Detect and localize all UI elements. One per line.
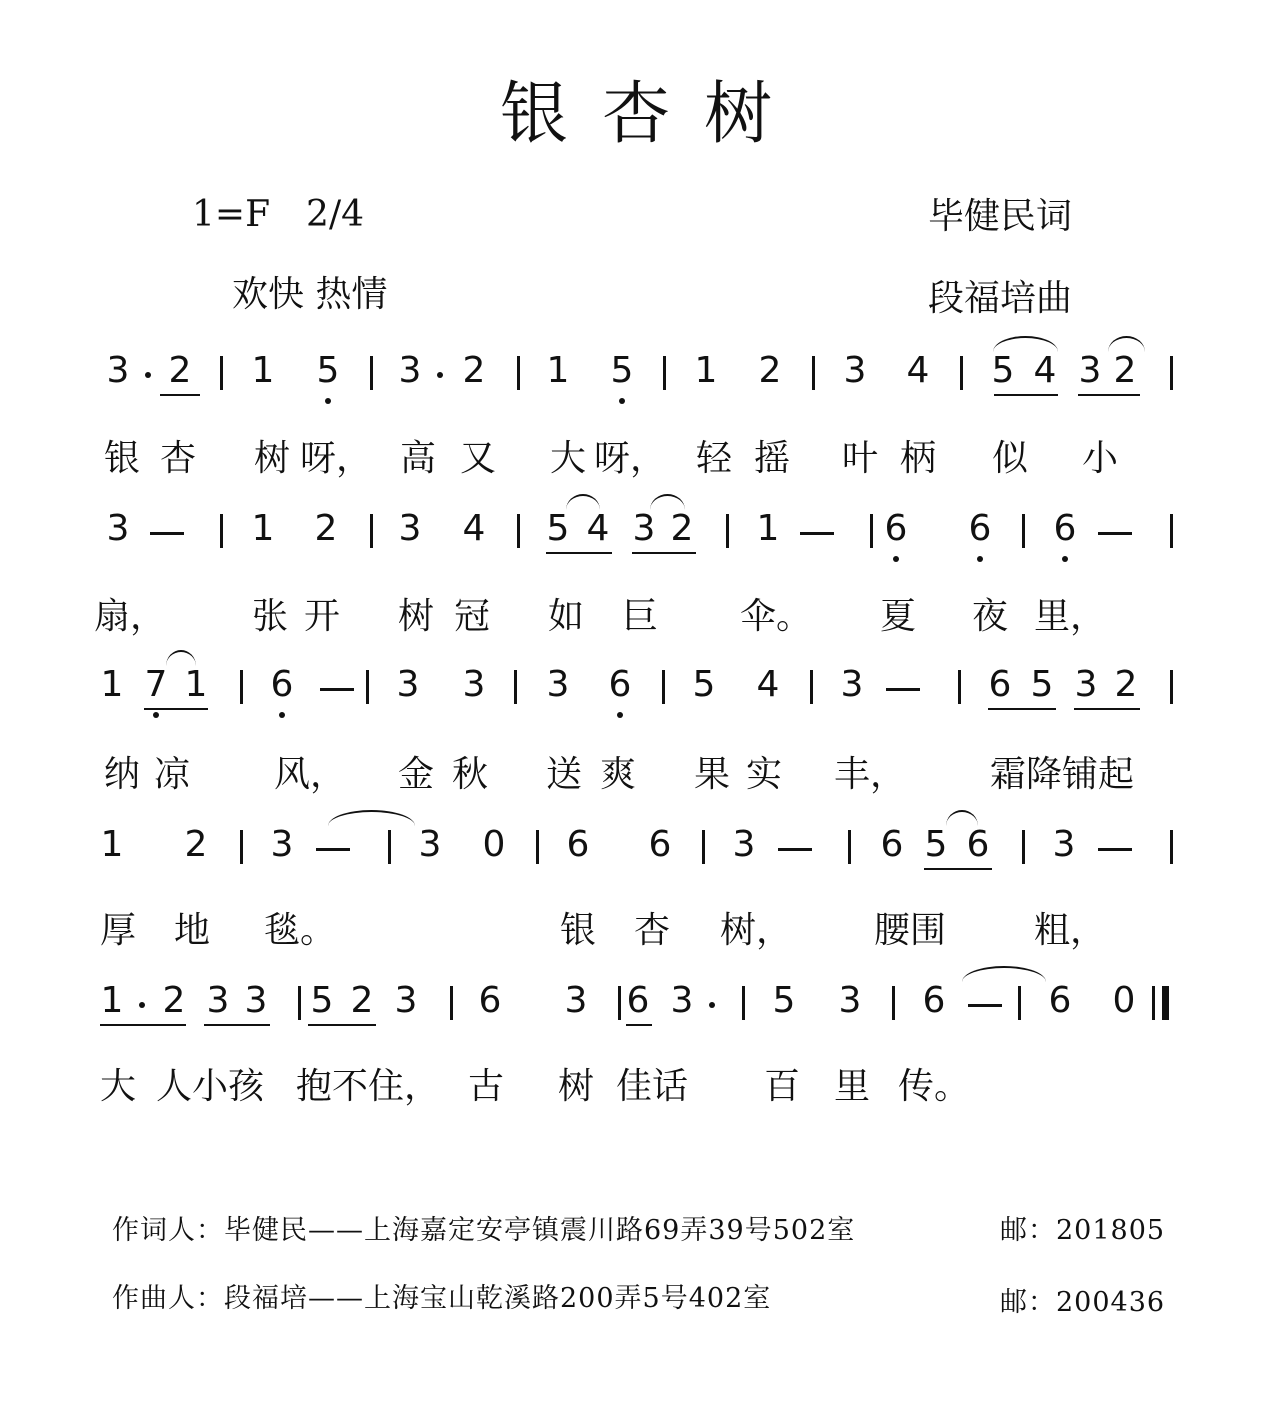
note: 6 [1053, 508, 1077, 549]
barline [1022, 830, 1025, 864]
note: 1 [184, 664, 208, 705]
barline [812, 356, 815, 390]
slur-arc [1108, 336, 1145, 352]
note: 3 [840, 664, 864, 705]
lyric: 霜降铺起 [989, 754, 1135, 795]
note: 1 [756, 508, 780, 549]
lyric: 扇， [93, 596, 167, 637]
lyric: 实 [745, 754, 783, 795]
hold-dash [1098, 848, 1132, 851]
lyric: 果 [693, 754, 731, 795]
eighth-underline [924, 868, 992, 870]
song-title: 银杏树 [499, 75, 806, 154]
note: 5 [772, 980, 796, 1021]
lyric: 粗， [1033, 910, 1107, 951]
lyric: 伞。 [739, 596, 813, 637]
lyric: 风， [273, 754, 347, 795]
note: 1 [100, 980, 124, 1021]
note: 1 [100, 664, 124, 705]
slur-arc [328, 810, 415, 826]
barline [370, 514, 373, 548]
eighth-underline [144, 708, 208, 710]
lyric: 如 [547, 596, 585, 637]
key-meter: 1=F 2/4 [192, 194, 364, 235]
lyric: 丰， [833, 754, 907, 795]
lyric: 摇 [753, 438, 791, 479]
barline [618, 986, 621, 1020]
barline [370, 356, 373, 390]
lyric: 金 [397, 754, 435, 795]
slur-arc [962, 966, 1046, 982]
lyric: 银 [103, 438, 141, 479]
footer-composer-postal: 邮：200436 [1000, 1287, 1166, 1318]
composer-credit: 段福培曲 [928, 278, 1073, 319]
slur-arc [650, 494, 685, 510]
lyric: 凉 [153, 754, 191, 795]
note: 5 [546, 508, 570, 549]
lyric: 银 [559, 910, 597, 951]
lower-octave-dot [279, 712, 285, 718]
hold-dash [1098, 532, 1132, 535]
barline [1170, 670, 1173, 704]
lyric: 树 [397, 596, 435, 637]
eighth-underline [626, 1024, 652, 1026]
lyric: 树 [557, 1066, 595, 1107]
note: 3 [462, 664, 486, 705]
note: 2 [1114, 664, 1138, 705]
note: 5 [610, 350, 634, 391]
note: 3 [394, 980, 418, 1021]
note: 7 [144, 664, 168, 705]
lyric: 轻 [695, 438, 733, 479]
note: 6 [478, 980, 502, 1021]
eighth-underline [546, 552, 612, 554]
eighth-underline [100, 1024, 186, 1026]
note: 2 [162, 980, 186, 1021]
note: 3 [244, 980, 268, 1021]
note: 6 [880, 824, 904, 865]
eighth-underline [308, 1024, 376, 1026]
slur-arc [946, 810, 978, 826]
barline [848, 830, 851, 864]
note: 2 [670, 508, 694, 549]
lyric: 杏 [159, 438, 197, 479]
note: 3 [270, 824, 294, 865]
footer-address: ——上海嘉定安亭镇震川路69弄39号502室 [308, 1215, 856, 1246]
lower-octave-dot [153, 712, 159, 718]
footer-composer [112, 1276, 771, 1315]
note: 3 [106, 350, 130, 391]
barline [1018, 986, 1021, 1020]
note: 6 [922, 980, 946, 1021]
barline [536, 830, 539, 864]
barline [220, 514, 223, 548]
note: 1 [251, 350, 275, 391]
lyric: 抱不住， [295, 1066, 441, 1107]
slur-arc [166, 650, 196, 666]
note: 6 [966, 824, 990, 865]
note: 2 [758, 350, 782, 391]
barline [220, 356, 223, 390]
dotted-note-dot [139, 1002, 145, 1008]
lyric: 送 [545, 754, 583, 795]
lyric: 夜 [971, 596, 1009, 637]
barline [1022, 514, 1025, 548]
barline [958, 670, 961, 704]
lyric: 人小孩 [155, 1066, 265, 1107]
lyric: 夏 [879, 596, 917, 637]
footer-lyricist-postal: 邮：201805 [1000, 1215, 1166, 1246]
hold-dash [886, 688, 920, 691]
lyric: 毯。 [263, 910, 337, 951]
dotted-note-dot [437, 372, 443, 378]
barline [892, 986, 895, 1020]
hold-dash [320, 688, 354, 691]
lyric: 小 [1081, 438, 1119, 479]
eighth-underline [632, 552, 696, 554]
lyric: 地 [173, 910, 211, 951]
lower-octave-dot [617, 712, 623, 718]
note: 6 [566, 824, 590, 865]
barline [240, 830, 243, 864]
note: 2 [184, 824, 208, 865]
slur-arc [993, 336, 1058, 352]
barline [517, 514, 520, 548]
tempo-marking: 欢快 热情 [232, 274, 388, 315]
note: 3 [398, 508, 422, 549]
note: 3 [838, 980, 862, 1021]
lyric: 百 [763, 1066, 801, 1107]
note: 3 [1074, 664, 1098, 705]
barline [298, 986, 301, 1020]
note: 5 [692, 664, 716, 705]
lyric: 树， [719, 910, 793, 951]
note: 4 [756, 664, 780, 705]
note: 5 [316, 350, 340, 391]
footer-person: 毕健民 [224, 1215, 308, 1246]
lower-octave-dot [893, 556, 899, 562]
lower-octave-dot [1062, 556, 1068, 562]
lyric: 厚 [99, 910, 137, 951]
note: 3 [632, 508, 656, 549]
lyric: 佳话 [615, 1066, 689, 1107]
note: 2 [350, 980, 374, 1021]
dotted-note-dot [709, 1002, 715, 1008]
lyric: 叶 [841, 438, 879, 479]
note: 2 [462, 350, 486, 391]
note: 2 [314, 508, 338, 549]
note: 6 [988, 664, 1012, 705]
note: 5 [924, 824, 948, 865]
note: 3 [546, 664, 570, 705]
note: 3 [1052, 824, 1076, 865]
barline [742, 986, 745, 1020]
barline [663, 356, 666, 390]
lower-octave-dot [325, 398, 331, 404]
note: 6 [626, 980, 650, 1021]
note: 3 [564, 980, 588, 1021]
hold-dash [150, 532, 184, 535]
barline [1152, 986, 1155, 1020]
lyric: 巨 [621, 596, 659, 637]
lyric: 古 [467, 1066, 505, 1107]
slur-arc [566, 494, 600, 510]
note: 6 [968, 508, 992, 549]
lyric: 里， [1033, 596, 1107, 637]
barline [726, 514, 729, 548]
barline [960, 356, 963, 390]
note: 4 [462, 508, 486, 549]
note: 5 [1030, 664, 1054, 705]
note: 6 [884, 508, 908, 549]
note: 6 [648, 824, 672, 865]
lyric: 大 [99, 1066, 137, 1107]
barline [702, 830, 705, 864]
barline [517, 356, 520, 390]
note: 3 [670, 980, 694, 1021]
lyric: 大 [549, 438, 587, 479]
barline [870, 514, 873, 548]
footer-address: ——上海宝山乾溪路200弄5号402室 [308, 1283, 772, 1314]
note: 2 [168, 350, 192, 391]
eighth-underline [1074, 708, 1140, 710]
note: 4 [906, 350, 930, 391]
lyric: 似 [991, 438, 1029, 479]
note: 0 [1112, 980, 1136, 1021]
eighth-underline [988, 708, 1056, 710]
eighth-underline [204, 1024, 270, 1026]
note: 3 [418, 824, 442, 865]
hold-dash [778, 848, 812, 851]
barline [388, 830, 391, 864]
lyric: 传。 [897, 1066, 971, 1107]
note: 6 [608, 664, 632, 705]
lower-octave-dot [977, 556, 983, 562]
footer-label: 作词人： [112, 1215, 224, 1246]
note: 6 [1048, 980, 1072, 1021]
note: 0 [482, 824, 506, 865]
lyric: 开 [303, 596, 341, 637]
barline [1170, 356, 1173, 390]
eighth-underline [160, 394, 200, 396]
note: 3 [106, 508, 130, 549]
footer-lyricist [112, 1208, 855, 1247]
note: 3 [398, 350, 422, 391]
note: 5 [310, 980, 334, 1021]
footer-person: 段福培 [224, 1283, 308, 1314]
lyric: 柄 [899, 438, 937, 479]
lyric: 呀， [299, 438, 373, 479]
lyric: 冠 [453, 596, 491, 637]
eighth-underline [994, 394, 1058, 396]
lyricist-credit: 毕健民词 [928, 196, 1073, 237]
note: 6 [270, 664, 294, 705]
barline [240, 670, 243, 704]
lyric: 树 [253, 438, 291, 479]
lyric: 腰围 [873, 910, 947, 951]
lyric: 张 [251, 596, 289, 637]
final-barline [1162, 986, 1169, 1020]
note: 4 [586, 508, 610, 549]
lyric: 呀， [593, 438, 667, 479]
note: 1 [546, 350, 570, 391]
note: 3 [843, 350, 867, 391]
eighth-underline [1078, 394, 1140, 396]
note: 3 [206, 980, 230, 1021]
barline [1170, 514, 1173, 548]
barline [662, 670, 665, 704]
note: 4 [1033, 350, 1057, 391]
barline [1170, 830, 1173, 864]
note: 1 [251, 508, 275, 549]
lower-octave-dot [619, 398, 625, 404]
hold-dash [316, 848, 350, 851]
lyric: 秋 [451, 754, 489, 795]
barline [450, 986, 453, 1020]
note: 2 [1113, 350, 1137, 391]
lyric: 高 [399, 438, 437, 479]
footer-label: 作曲人： [112, 1283, 224, 1314]
barline [514, 670, 517, 704]
lyric: 杏 [633, 910, 671, 951]
note: 1 [100, 824, 124, 865]
hold-dash [968, 1004, 1002, 1007]
barline [810, 670, 813, 704]
note: 3 [1078, 350, 1102, 391]
hold-dash [800, 532, 834, 535]
lyric: 纳 [103, 754, 141, 795]
dotted-note-dot [145, 372, 151, 378]
note: 3 [732, 824, 756, 865]
lyric: 又 [459, 438, 497, 479]
note: 5 [991, 350, 1015, 391]
note: 1 [694, 350, 718, 391]
lyric: 爽 [599, 754, 637, 795]
note: 3 [396, 664, 420, 705]
lyric: 里 [833, 1066, 871, 1107]
barline [366, 670, 369, 704]
